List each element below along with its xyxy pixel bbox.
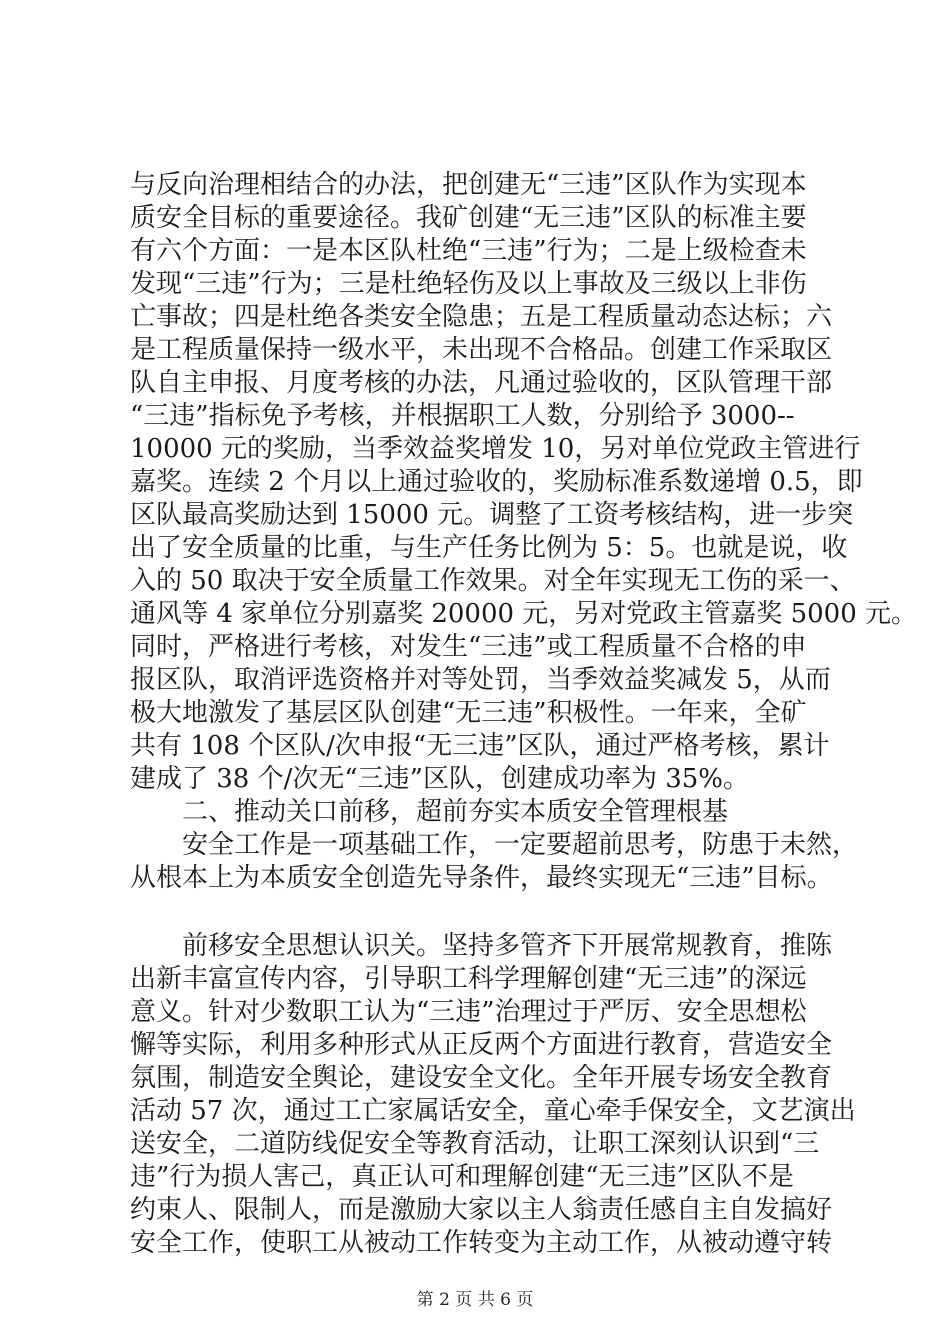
paragraph-1-line: 区队最高奖励达到 15000 元。调整了工资考核结构，进一步突 — [130, 500, 854, 530]
paragraph-1-line: 出了安全质量的比重，与生产任务比例为 5：5。也就是说，收 — [130, 533, 848, 563]
page-number-footer: 第 2 页 共 6 页 — [416, 1290, 534, 1310]
paragraph-3-line: 活动 57 次，通过工亡家属话安全，童心牵手保安全，文艺演出 — [130, 1096, 856, 1126]
paragraph-1-line: 建成了 38 个/次无“三违”区队，创建成功率为 35%。 — [130, 764, 750, 794]
section-heading: 二、推动关口前移，超前夯实本质安全管理根基 — [182, 797, 729, 827]
paragraph-1-line: 亡事故；四是杜绝各类安全隐患；五是工程质量动态达标；六 — [130, 302, 833, 332]
paragraph-1-line: 极大地激发了基层区队创建“无三违”积极性。一年来，全矿 — [130, 698, 807, 728]
paragraph-3-line: 意义。针对少数职工认为“三违”治理过于严厉、安全思想松 — [130, 997, 807, 1027]
paragraph-1-line: 通风等 4 家单位分别嘉奖 20000 元，另对党政主管嘉奖 5000 元。 — [130, 599, 918, 629]
paragraph-1-line: 报区队，取消评选资格并对等处罚，当季效益奖减发 5，从而 — [130, 665, 831, 695]
paragraph-1-line: “三违”指标免予考核，并根据职工人数，分别给予 3000-- — [130, 401, 795, 431]
paragraph-2-line: 从根本上为本质安全创造先导条件，最终实现无“三违”目标。 — [130, 863, 833, 893]
paragraph-3-line: 出新丰富宣传内容，引导职工科学理解创建“无三违”的深远 — [130, 964, 807, 994]
paragraph-1-line: 是工程质量保持一级水平，未出现不合格品。创建工作采取区 — [130, 335, 833, 365]
paragraph-3-line: 安全工作，使职工从被动工作转变为主动工作，从被动遵守转 — [130, 1228, 833, 1258]
paragraph-3-line: 懈等实际，利用多种形式从正反两个方面进行教育，营造安全 — [130, 1030, 833, 1060]
paragraph-1-line: 同时，严格进行考核，对发生“三违”或工程质量不合格的申 — [130, 632, 807, 662]
paragraph-2-line: 安全工作是一项基础工作，一定要超前思考，防患于未然， — [182, 830, 859, 860]
paragraph-3-line: 约束人、限制人，而是激励大家以主人翁责任感自主自发搞好 — [130, 1195, 833, 1225]
paragraph-1-line: 共有 108 个区队/次申报“无三违”区队，通过严格考核，累计 — [130, 731, 830, 761]
paragraph-3-line: 氛围，制造安全舆论，建设安全文化。全年开展专场安全教育 — [130, 1063, 833, 1093]
paragraph-1-line: 质安全目标的重要途径。我矿创建“无三违”区队的标准主要 — [130, 203, 807, 233]
paragraph-1-line: 与反向治理相结合的办法，把创建无“三违”区队作为实现本 — [130, 170, 807, 200]
paragraph-1-line: 有六个方面：一是本区队杜绝“三违”行为；二是上级检查未 — [130, 236, 807, 266]
paragraph-1-line: 嘉奖。连续 2 个月以上通过验收的，奖励标准系数递增 0.5，即 — [130, 467, 863, 497]
paragraph-3-line: 违”行为损人害己，真正认可和理解创建“无三违”区队不是 — [130, 1162, 794, 1192]
paragraph-1-line: 入的 50 取决于安全质量工作效果。对全年实现无工伤的采一、 — [130, 566, 856, 596]
paragraph-3-line: 送安全，二道防线促安全等教育活动，让职工深刻认识到“三 — [130, 1129, 820, 1159]
paragraph-1-line: 队自主申报、月度考核的办法，凡通过验收的，区队管理干部 — [130, 368, 833, 398]
paragraph-1-line: 10000 元的奖励，当季效益奖增发 10，另对单位党政主管进行 — [130, 434, 861, 464]
paragraph-1-line: 发现“三违”行为；三是杜绝轻伤及以上事故及三级以上非伤 — [130, 269, 807, 299]
paragraph-3-line: 前移安全思想认识关。坚持多管齐下开展常规教育，推陈 — [182, 931, 833, 961]
